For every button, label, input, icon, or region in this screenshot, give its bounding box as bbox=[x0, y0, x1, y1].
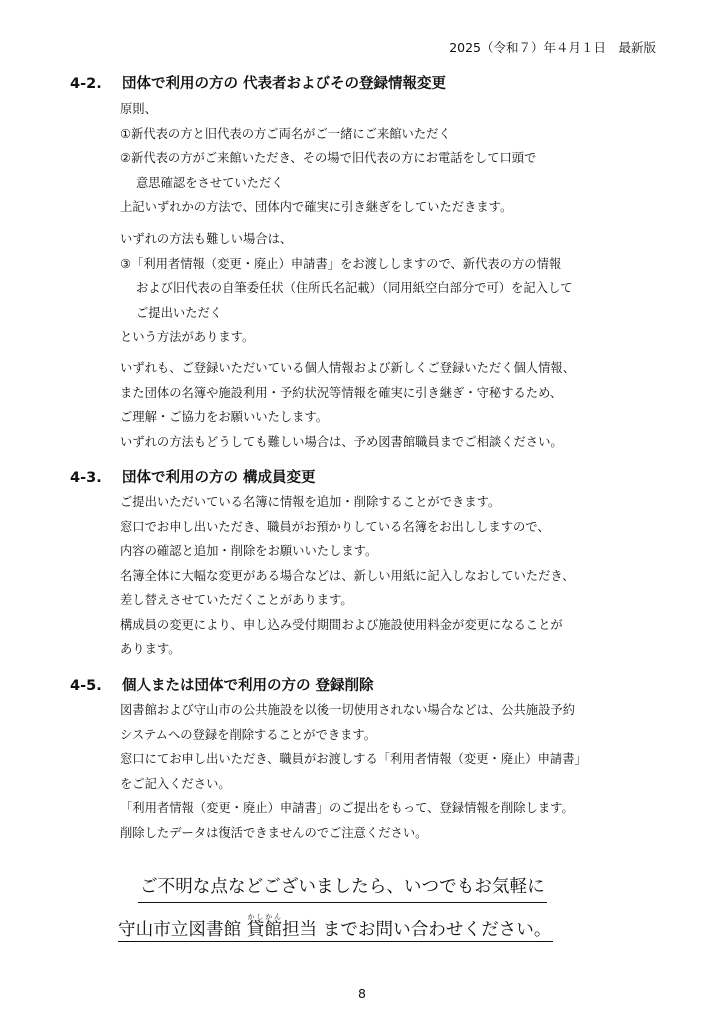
body-line: あります。 bbox=[120, 642, 181, 656]
body-line: 差し替えさせていただくことがあります。 bbox=[120, 593, 353, 607]
body-line: 削除したデータは復活できませんのでご注意ください。 bbox=[120, 825, 428, 840]
closing-line-2 bbox=[118, 913, 553, 942]
section-body-4-3 bbox=[120, 490, 575, 662]
section-title: 団体で利用の方の 構成員変更 bbox=[122, 470, 316, 486]
closing-line-2-prefix: 守山市立図書館 bbox=[118, 920, 247, 940]
body-line: という方法があります。 bbox=[120, 330, 255, 344]
section-heading-4-3 bbox=[70, 468, 316, 488]
body-line: また団体の名簿や施設利用・予約状況等情報を確実に引き継ぎ・守秘するため、 bbox=[120, 385, 563, 400]
closing-message bbox=[118, 874, 553, 942]
body-line: ③「利用者情報（変更・廃止）申請書」をお渡ししますので、新代表の方の情報 bbox=[120, 256, 562, 271]
body-line: いずれの方法も難しい場合は、 bbox=[120, 232, 293, 246]
body-line: 窓口でお申し出いただき、職員がお預かりしている名簿をお出ししますので、 bbox=[120, 519, 550, 534]
section-body-4-2-alt bbox=[120, 227, 573, 350]
body-line: 原則、 bbox=[120, 102, 157, 116]
body-line: ②新代表の方がご来館いただき、その場で旧代表の方にお電話をして口頭で bbox=[120, 151, 537, 165]
kashikan-ruby bbox=[246, 913, 282, 940]
section-body-4-5 bbox=[120, 698, 587, 845]
body-line: 「利用者情報（変更・廃止）申請書」のご提出をもって、登録情報を削除します。 bbox=[120, 801, 574, 815]
body-line: ご提出いただいている名簿に情報を追加・削除することができます。 bbox=[120, 495, 501, 509]
body-line: 意思確認をさせていただく bbox=[136, 175, 284, 190]
body-line: ①新代表の方と旧代表の方ご両名がご一緒にご来館いただく bbox=[120, 126, 451, 141]
body-line: 内容の確認と追加・削除をお願いいたします。 bbox=[120, 544, 378, 558]
closing-line-2-suffix: 担当 までお問い合わせください。 bbox=[281, 920, 552, 940]
body-line: 構成員の変更により、申し込み受付期間および施設使用料金が変更になることが bbox=[120, 617, 563, 632]
ruby-base: 貸館 bbox=[246, 920, 282, 940]
section-body-4-2-note bbox=[120, 356, 575, 454]
body-line: をご記入ください。 bbox=[120, 776, 231, 791]
body-line: 窓口にてお申し出いただき、職員がお渡しする「利用者情報（変更・廃止）申請書」 bbox=[120, 752, 587, 766]
body-line: いずれも、ご登録いただいている個人情報および新しくご登録いただく個人情報、 bbox=[120, 361, 575, 375]
page-number: 8 bbox=[358, 986, 366, 1001]
body-line: ご理解・ご協力をお願いいたします。 bbox=[120, 410, 329, 424]
section-title: 団体で利用の方の 代表者およびその登録情報変更 bbox=[122, 76, 447, 92]
section-number: 4-3. bbox=[70, 470, 102, 486]
body-line: 名簿全体に大幅な変更がある場合などは、新しい用紙に記入しなおしていただき、 bbox=[120, 568, 575, 583]
body-line: および旧代表の自筆委任状（住所氏名記載）（同用紙空白部分で可）を記入して bbox=[136, 281, 573, 295]
section-number: 4-5. bbox=[70, 678, 102, 694]
section-body-4-2 bbox=[120, 97, 536, 220]
section-title: 個人または団体で利用の方の 登録削除 bbox=[122, 678, 374, 694]
body-line: ご提出いただく bbox=[136, 305, 223, 320]
body-line: システムへの登録を削除することができます。 bbox=[120, 727, 377, 742]
edition-date: 2025（令和７）年４月１日 最新版 bbox=[449, 40, 656, 55]
body-line: 上記いずれかの方法で、団体内で確実に引き継ぎをしていただきます。 bbox=[120, 200, 513, 214]
section-heading-4-5 bbox=[70, 676, 374, 696]
section-number: 4-2. bbox=[70, 76, 102, 92]
ruby-reading: かしかん bbox=[246, 913, 282, 921]
body-line: 図書館および守山市の公共施設を以後一切使用されない場合などは、公共施設予約 bbox=[120, 703, 575, 717]
body-line: いずれの方法もどうしても難しい場合は、予め図書館職員までご相談ください。 bbox=[120, 434, 563, 449]
closing-line-1: ご不明な点などございましたら、いつでもお気軽に bbox=[138, 874, 547, 903]
section-heading-4-2 bbox=[70, 74, 446, 94]
